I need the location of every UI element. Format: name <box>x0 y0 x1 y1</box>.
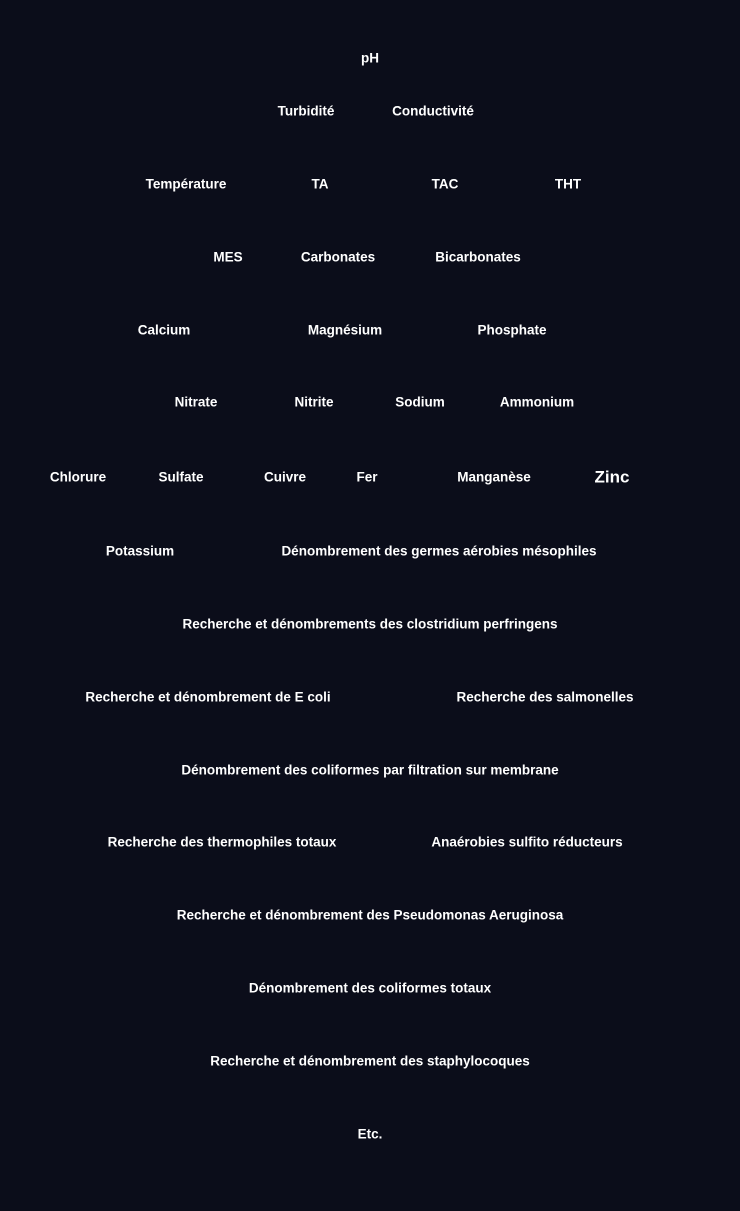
term-nitrite: Nitrite <box>294 394 334 410</box>
term-mes: MES <box>213 249 243 265</box>
term-thermophiles: Recherche des thermophiles totaux <box>107 834 337 850</box>
term-carbonates: Carbonates <box>300 249 376 265</box>
term-coliformes-filtration: Dénombrement des coliformes par filtration sur membrane <box>181 762 559 778</box>
term-anaerobies: Anaérobies sulfito réducteurs <box>431 834 623 850</box>
term-salmonelles: Recherche des salmonelles <box>456 689 634 705</box>
term-turbidite: Turbidité <box>277 103 335 119</box>
term-sulfate: Sulfate <box>158 469 204 485</box>
term-tht: THT <box>554 176 582 192</box>
term-germes-aerobies: Dénombrement des germes aérobies mésophiles <box>281 543 597 559</box>
term-zinc: Zinc <box>594 467 630 487</box>
term-sodium: Sodium <box>395 394 445 410</box>
term-e-coli: Recherche et dénombrement de E coli <box>85 689 331 705</box>
term-etc: Etc. <box>357 1126 383 1142</box>
term-magnesium: Magnésium <box>307 322 383 338</box>
term-temperature: Température <box>145 176 227 192</box>
term-chlorure: Chlorure <box>49 469 107 485</box>
term-fer: Fer <box>356 469 378 485</box>
term-tac: TAC <box>431 176 459 192</box>
term-nitrate: Nitrate <box>174 394 218 410</box>
term-clostridium: Recherche et dénombrements des clostridium perfringens <box>182 616 558 632</box>
term-conductivite: Conductivité <box>392 103 474 119</box>
term-ammonium: Ammonium <box>499 394 575 410</box>
term-manganese: Manganèse <box>457 469 531 485</box>
term-staphylocoques: Recherche et dénombrement des staphylocoques <box>210 1053 530 1069</box>
term-cuivre: Cuivre <box>263 469 307 485</box>
term-potassium: Potassium <box>105 543 175 559</box>
term-phosphate: Phosphate <box>477 322 547 338</box>
term-calcium: Calcium <box>137 322 191 338</box>
term-bicarbonates: Bicarbonates <box>435 249 521 265</box>
term-coliformes-totaux: Dénombrement des coliformes totaux <box>248 980 492 996</box>
term-ph: pH <box>361 50 379 66</box>
term-pseudomonas: Recherche et dénombrement des Pseudomonas Aeruginosa <box>176 907 564 923</box>
term-ta: TA <box>311 176 329 192</box>
